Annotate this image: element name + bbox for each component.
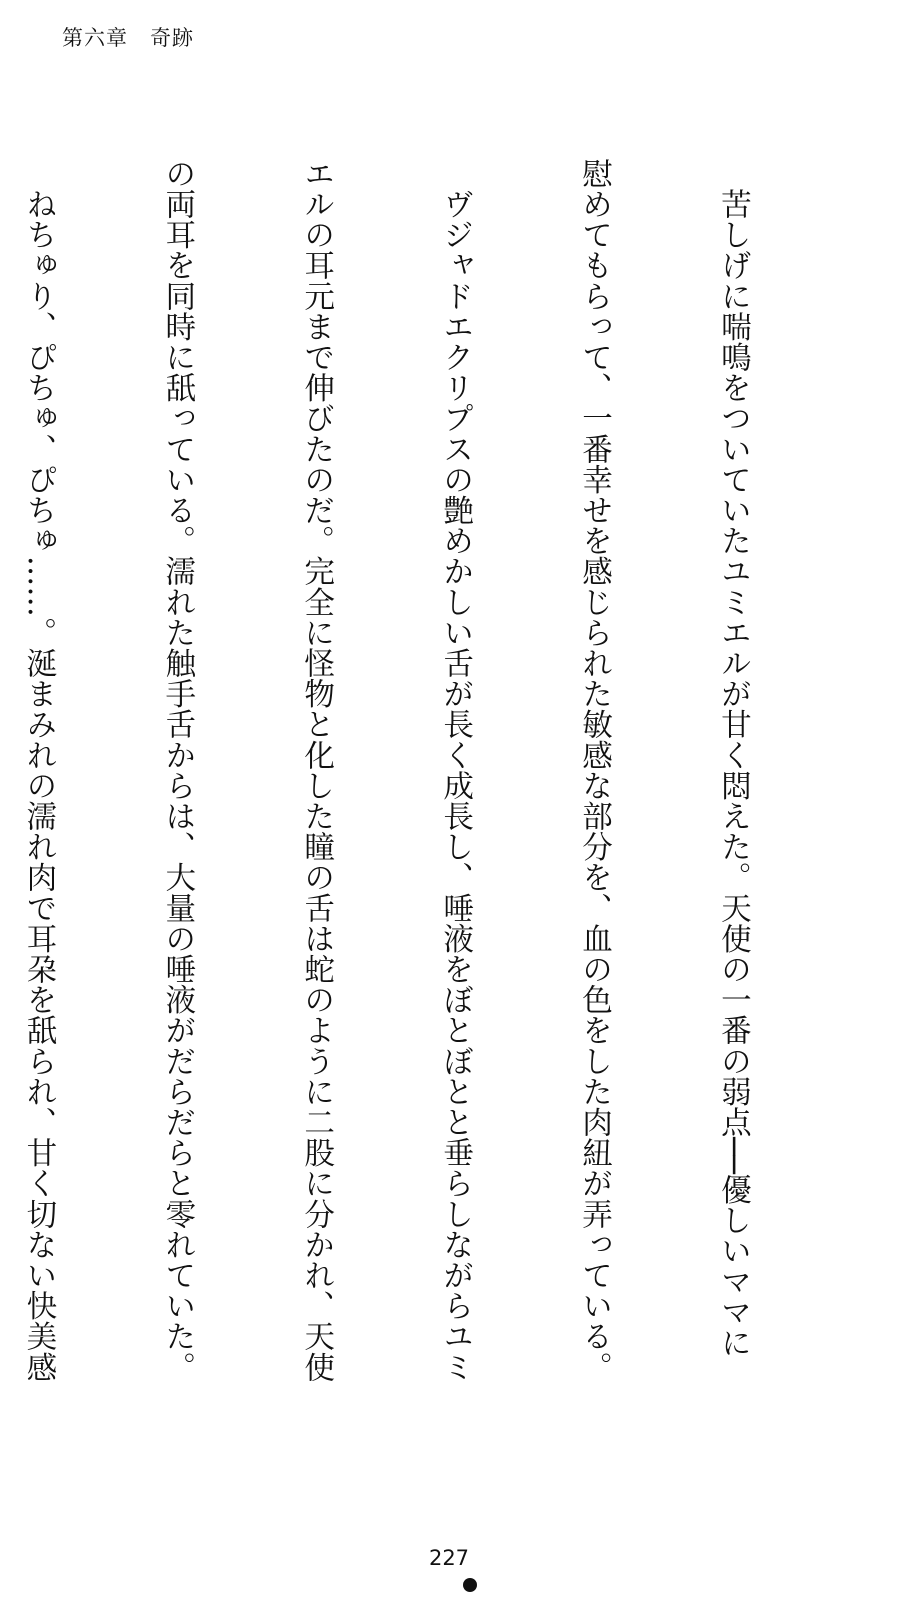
page-marker-dot — [463, 1578, 477, 1592]
text-line: 苦しげに喘鳴をついていたユミエルが甘く悶えた。天使の一番の弱点──優しいママに — [715, 158, 751, 1358]
text-line: 慰めてもらって、一番幸せを感じられた敏感な部分を、血の色をした肉紐が弄っている。 — [576, 158, 612, 1382]
running-head-chapter-title: 第六章 奇跡 — [62, 26, 194, 50]
vertical-body-text — [0, 158, 848, 1382]
text-line: の両耳を同時に舐っている。濡れた触手舌からは、大量の唾液がだらだらと零れていた。 — [159, 158, 195, 1382]
text-line: エルの耳元まで伸びたのだ。完全に怪物と化した瞳の舌は蛇のように二股に分かれ、天使 — [298, 158, 334, 1382]
page-number: 227 — [428, 1546, 470, 1570]
text-line: ヴジャドエクリプスの艶めかしい舌が長く成長し、唾液をぼとぼとと垂らしながらユミ — [437, 158, 473, 1382]
text-line: ねちゅり、ぴちゅ、ぴちゅ……。涎まみれの濡れ肉で耳朶を舐られ、甘く切ない快美感 — [20, 158, 56, 1382]
